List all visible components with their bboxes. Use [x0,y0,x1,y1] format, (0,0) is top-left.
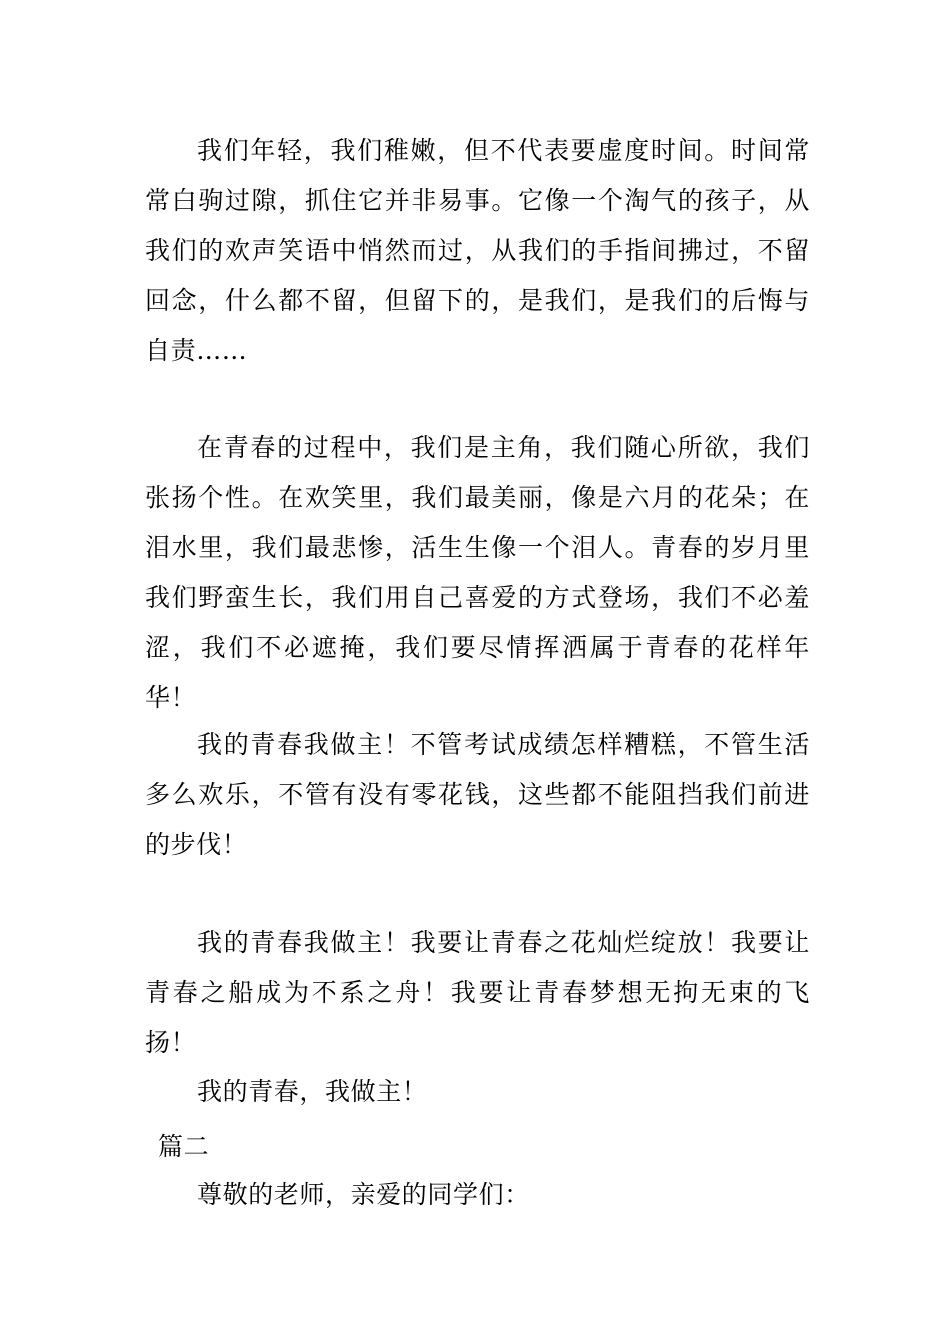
paragraph-4: 我的青春我做主！我要让青春之花灿烂绽放！我要让青春之船成为不系之舟！我要让青春梦想无拘无束的飞扬！ [145,928,810,1057]
paragraph-1: 我们年轻，我们稚嫩，但不代表要虚度时间。时间常常白驹过隙，抓住它并非易事。它像一个淘气的孩子，从我们的欢声笑语中悄然而过，从我们的手指间拂过，不留回念，什么都不留，但留下的，是我们，是我们的后悔与自责…… [145,136,810,365]
paragraph-5: 我的青春，我做主！ [197,1077,428,1106]
salutation: 尊敬的老师，亲爱的同学们： [197,1180,530,1209]
paragraph-2: 在青春的过程中，我们是主角，我们随心所欲，我们张扬个性。在欢笑里，我们最美丽，像是六月的花朵；在泪水里，我们最悲惨，活生生像一个泪人。青春的岁月里我们野蛮生长，我们用自己喜爱的方式登场，我们不必羞涩，我们不必遮掩，我们要尽情挥洒属于青春的花样年华！ [145,433,810,712]
section-label: 篇二 [158,1132,210,1161]
paragraph-3: 我的青春我做主！不管考试成绩怎样糟糕，不管生活多么欢乐，不管有没有零花钱，这些都不能阻挡我们前进的步伐！ [145,730,810,859]
